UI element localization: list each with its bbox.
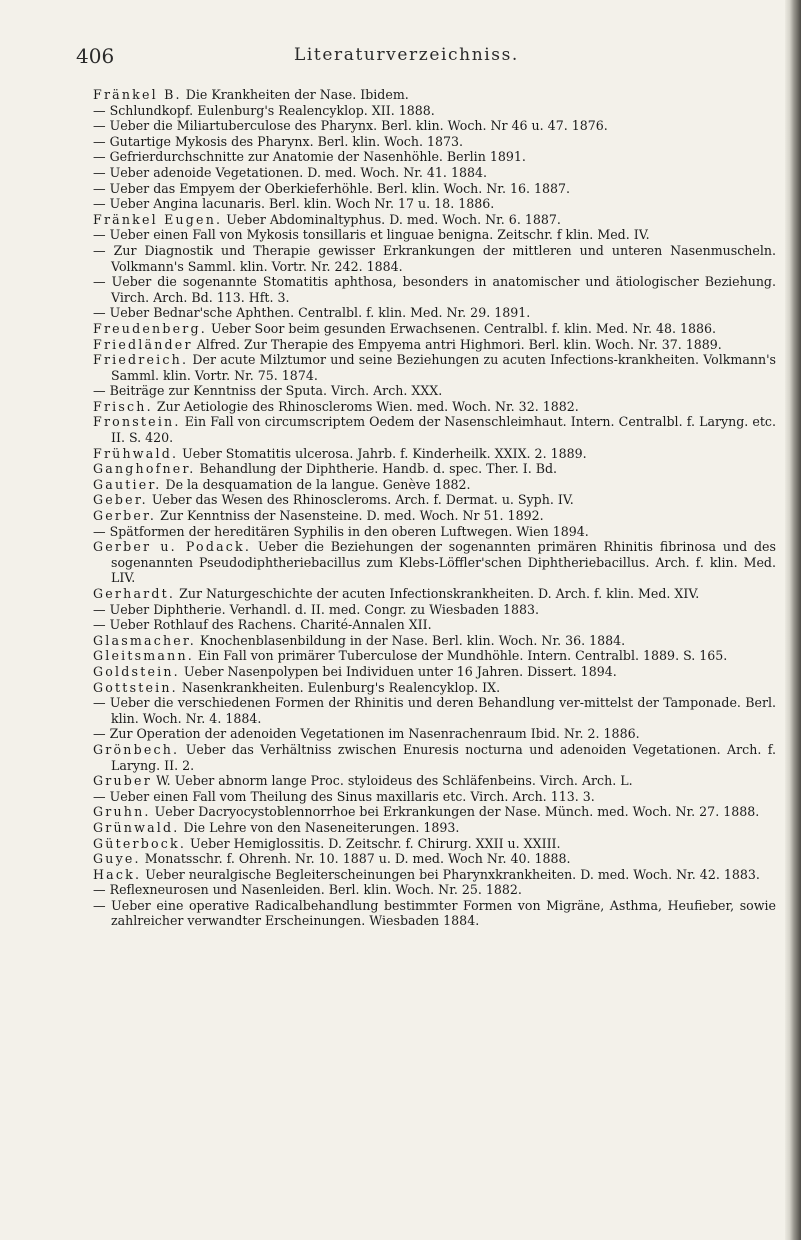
reference-entry [93,633,776,649]
reference-entry [93,414,776,445]
reference-entry [93,617,776,633]
reference-text: — Ueber einen Fall von Mykosis tonsillaris et linguae benigna. Zeitschr. f klin. Med. IV. [93,227,650,243]
reference-entry [93,446,776,462]
reference-entry [93,680,776,696]
reference-author: Gerhardt. [93,586,176,601]
reference-author: Glasmacher. [93,632,196,648]
reference-author: Ganghofner. [93,461,196,477]
reference-text: — Zur Operation der adenoiden Vegetationen im Nasenrachenraum Ibid. Nr. 2. 1886. [93,726,640,742]
book-spine-edge [785,0,801,1240]
reference-text: — Beiträge zur Kenntniss der Sputa. Virch. Arch. XXX. [93,383,443,399]
reference-entry [93,695,776,726]
reference-text: Alfred. Zur Therapie des Empyema antri Highmori. Berl. klin. Woch. Nr. 37. 1889. [192,336,722,352]
reference-text: Die Krankheiten der Nase. Ibidem. [181,87,409,102]
reference-entry [93,134,776,150]
reference-entry [93,196,776,212]
reference-text: — Ueber eine operative Radicalbehandlung bestimmter Formen von Migräne, Asthma, Heufieber, sowie zahlreicher verwandter Erscheinungen. Wiesbaden 1884. [93,897,776,929]
reference-entry [93,399,776,415]
reference-author: Güterbock. [93,835,187,851]
reference-entry [93,773,776,789]
reference-text: Zur Aetiologie des Rhinoscleroms Wien. med. Woch. Nr. 32. 1882. [152,398,579,414]
reference-text: — Ueber die verschiedenen Formen der Rhinitis und deren Behandlung ver-mittelst der Tamponade. Berl. klin. Woch. Nr. 4. 1884. [93,695,776,726]
reference-entry [93,648,776,664]
reference-text: Ueber Nasenpolypen bei Individuen unter 16 Jahren. Dissert. 1894. [179,663,617,679]
reference-entry [93,726,776,742]
reference-entry [93,867,776,883]
reference-text: — Ueber adenoide Vegetationen. D. med. Woch. Nr. 41. 1884. [93,164,487,180]
reference-entry [93,321,776,337]
reference-entry [93,539,776,586]
reference-text: Ueber die Beziehungen der sogenannten primären Rhinitis fibrinosa und des sogenannten Pseudodiphtheriebacillus zum Klebs-Löffler'schen Diphtheriebacillus. Arch. f. klin. Med. LIV. [111,539,776,586]
reference-entry [93,461,776,477]
reference-author: Fränkel B. [93,87,182,102]
reference-text: — Gefrierdurchschnitte zur Anatomie der Nasenhöhle. Berlin 1891. [93,149,526,165]
reference-author: Frisch. [93,398,153,414]
reference-author: Guye. [93,851,141,867]
reference-entry [93,227,776,243]
reference-entry [93,337,776,353]
reference-text: Ueber Soor beim gesunden Erwachsenen. Centralbl. f. klin. Med. Nr. 48. 1886. [206,320,717,336]
reference-author: Friedreich. [93,352,189,368]
reference-entry [93,524,776,540]
reference-author: Gautier. [93,476,162,492]
reference-text: — Zur Diagnostik und Therapie gewisser Erkrankungen der mittleren und unteren Nasenmuscheln. Volkmann's Samml. klin. Vortr. Nr. 242. 1884. [93,242,776,274]
reference-text: Ueber neuralgische Begleiterscheinungen bei Pharynxkrankheiten. D. med. Woch. Nr. 42. 1883. [141,866,760,882]
reference-entry [93,836,776,852]
reference-author: Gerber. [93,508,157,524]
reference-text: Behandlung der Diphtherie. Handb. d. spec. Ther. I. Bd. [195,461,558,477]
reference-author: Gerber u. Podack. [93,539,252,555]
page-header [0,44,801,72]
reference-text: Ueber Hemiglossitis. D. Zeitschr. f. Chirurg. XXII u. XXIII. [186,835,561,851]
reference-author: Gruber [93,773,152,789]
reference-author: Grönbech. [93,741,180,757]
reference-text: Ein Fall von circumscriptem Oedem der Nasenschleimhaut. Intern. Centralbl. f. Laryng. etc. II. S. 420. [111,414,776,446]
reference-author: Gleitsmann. [93,648,194,664]
reference-text: Nasenkrankheiten. Eulenburg's Realencyklop. IX. [177,679,501,695]
reference-entry [93,383,776,399]
reference-text: Ein Fall von primärer Tuberculose der Mundhöhle. Intern. Centralbl. 1889. S. 165. [193,648,728,664]
reference-entry [93,898,776,929]
reference-entry [93,212,776,228]
reference-entry [93,664,776,680]
reference-author: Fränkel Eugen. [93,211,223,227]
reference-entry [93,804,776,820]
reference-text: Ueber das Wesen des Rhinoscleroms. Arch. f. Dermat. u. Syph. IV. [147,492,574,508]
reference-entry [93,243,776,274]
reference-entry [93,352,776,383]
reference-entry [93,586,776,602]
reference-text: — Ueber Bednar'sche Aphthen. Centralbl. f. klin. Med. Nr. 29. 1891. [93,305,531,321]
reference-entry [93,882,776,898]
reference-entry [93,477,776,493]
reference-entry [93,305,776,321]
reference-entry [93,118,776,134]
reference-text: Zur Naturgeschichte der acuten Infectionskrankheiten. D. Arch. f. klin. Med. XIV. [175,586,700,601]
reference-author: Grünwald. [93,819,180,835]
reference-author: Frühwald. [93,445,179,461]
reference-entry [93,602,776,618]
reference-entry [93,508,776,524]
page-number: 406 [76,44,115,68]
reference-text: — Ueber die sogenannte Stomatitis aphthosa, besonders in anatomischer und ätiologischer Beziehung. Virch. Arch. Bd. 113. Hft. 3. [93,274,776,305]
reference-text: — Reflexneurosen und Nasenleiden. Berl. klin. Woch. Nr. 25. 1882. [93,882,522,898]
reference-author: Friedländer [93,336,193,352]
reference-text: — Schlundkopf. Eulenburg's Realencyklop. XII. 1888. [93,102,435,118]
reference-author: Freudenberg. [93,320,207,336]
reference-entry [93,820,776,836]
reference-text: Die Lehre von den Naseneiterungen. 1893. [179,819,460,835]
reference-entry [93,103,776,119]
reference-text: — Ueber das Empyem der Oberkieferhöhle. Berl. klin. Woch. Nr. 16. 1887. [93,180,571,196]
reference-text: — Ueber Diphtherie. Verhandl. d. II. med. Congr. zu Wiesbaden 1883. [93,601,540,617]
reference-list [93,87,776,929]
reference-entry [93,274,776,305]
reference-text: — Ueber Rothlauf des Rachens. Charité-Annalen XII. [93,617,432,633]
reference-entry [93,165,776,181]
reference-entry [93,181,776,197]
reference-author: Gruhn. [93,804,151,820]
reference-author: Goldstein. [93,663,180,679]
reference-text: Zur Kenntniss der Nasensteine. D. med. Woch. Nr 51. 1892. [156,508,544,524]
reference-text: Ueber Abdominaltyphus. D. med. Woch. Nr. 6. 1887. [222,211,561,227]
reference-text: De la desquamation de la langue. Genève 1882. [161,476,471,492]
reference-entry [93,789,776,805]
reference-text: Ueber Stomatitis ulcerosa. Jahrb. f. Kinderheilk. XXIX. 2. 1889. [178,445,587,461]
reference-author: Fronstein. [93,414,181,430]
reference-text: Ueber das Verhältniss zwischen Enuresis nocturna und adenoiden Vegetationen. Arch. f. Laryng. II. 2. [111,741,776,773]
reference-text: Knochenblasenbildung in der Nase. Berl. klin. Woch. Nr. 36. 1884. [195,632,626,648]
reference-author: Geber. [93,492,148,508]
reference-text: — Gutartige Mykosis des Pharynx. Berl. klin. Woch. 1873. [93,133,464,149]
reference-entry [93,851,776,867]
running-title: Literaturverzeichniss. [294,45,519,65]
reference-entry [93,492,776,508]
reference-text: W. Ueber abnorm lange Proc. styloideus des Schläfenbeins. Virch. Arch. L. [151,773,633,789]
reference-text: Der acute Milztumor und seine Beziehungen zu acuten Infections-krankheiten. Volkmann's Samml. klin. Vortr. Nr. 75. 1874. [111,352,776,383]
reference-text: Ueber Dacryocystoblennorrhoe bei Erkrankungen der Nase. Münch. med. Woch. Nr. 27. 1888. [150,804,760,820]
reference-entry [93,87,776,103]
reference-text: Monatsschr. f. Ohrenh. Nr. 10. 1887 u. D. med. Woch Nr. 40. 1888. [140,851,571,867]
reference-author: Hack. [93,866,142,882]
reference-text: — Ueber Angina lacunaris. Berl. klin. Woch Nr. 17 u. 18. 1886. [93,196,495,212]
reference-text: — Spätformen der hereditären Syphilis in den oberen Luftwegen. Wien 1894. [93,523,589,539]
reference-text: — Ueber die Miliartuberculose des Pharynx. Berl. klin. Woch. Nr 46 u. 47. 1876. [93,118,608,134]
reference-author: Gottstein. [93,679,178,695]
reference-text: — Ueber einen Fall vom Theilung des Sinus maxillaris etc. Virch. Arch. 113. 3. [93,788,595,804]
reference-entry [93,149,776,165]
reference-entry [93,742,776,773]
